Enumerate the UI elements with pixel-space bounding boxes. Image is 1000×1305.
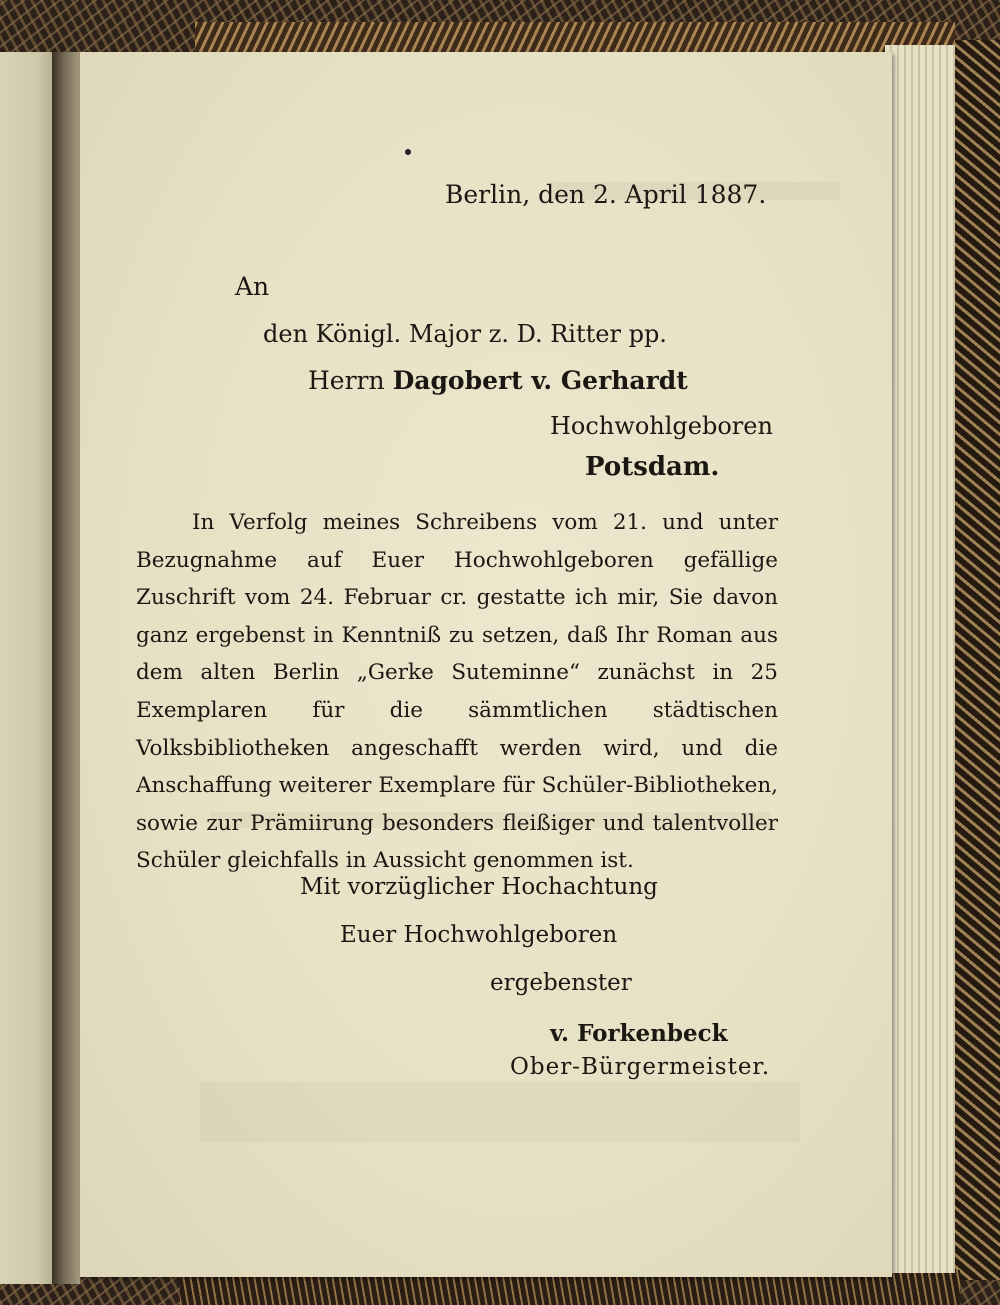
recipient-prefix: Herrn: [308, 366, 385, 395]
recipient-rank: den Königl. Major z. D. Ritter pp.: [263, 320, 667, 348]
show-through-mark: [200, 1082, 800, 1142]
closing-ergebenster: ergebenster: [490, 970, 632, 996]
closing-address: Euer Hochwohlgeboren: [340, 922, 618, 948]
previous-page-edge: [0, 52, 52, 1284]
letter-page: [80, 52, 892, 1277]
closing-phrase: Mit vorzüglicher Hochachtung: [300, 874, 658, 900]
recipient-name: Dagobert v. Gerhardt: [392, 366, 688, 395]
recipient-name-line: [308, 366, 688, 395]
salutation-to: An: [235, 272, 270, 301]
binding-right-edge: [955, 40, 1000, 1280]
recipient-city: Potsdam.: [585, 452, 720, 482]
letter-date: Berlin, den 2. April 1887.: [445, 180, 767, 209]
ink-dot: [405, 149, 411, 155]
signature-name: v. Forkenbeck: [550, 1020, 728, 1047]
page-block-edges: [885, 45, 955, 1273]
binding-top-edge: [195, 22, 955, 52]
signature-title: Ober-Bürgermeister.: [510, 1054, 771, 1080]
book-gutter: [52, 52, 80, 1284]
letter-body: In Verfolg meines Schreibens vom 21. und unter Bezugnahme auf Euer Hochwohlgeboren gefällige Zuschrift vom 24. Februar cr. gestatte ich mir, Sie davon ganz ergebenst in Kenntniß zu setzen, daß Ihr Roman aus dem alten Berlin „Gerke Suteminne“ zunächst in 25 Exemplaren für die sämmtlichen städtischen Volksbibliotheken angeschafft werden wird, und die Anschaffung weiterer Exemplare für Schüler-Bibliotheken, sowie zur Prämiirung besonders fleißiger und talentvoller Schüler gleichfalls in Aussicht genommen ist.: [136, 510, 778, 874]
recipient-honorific: Hochwohlgeboren: [550, 412, 773, 440]
